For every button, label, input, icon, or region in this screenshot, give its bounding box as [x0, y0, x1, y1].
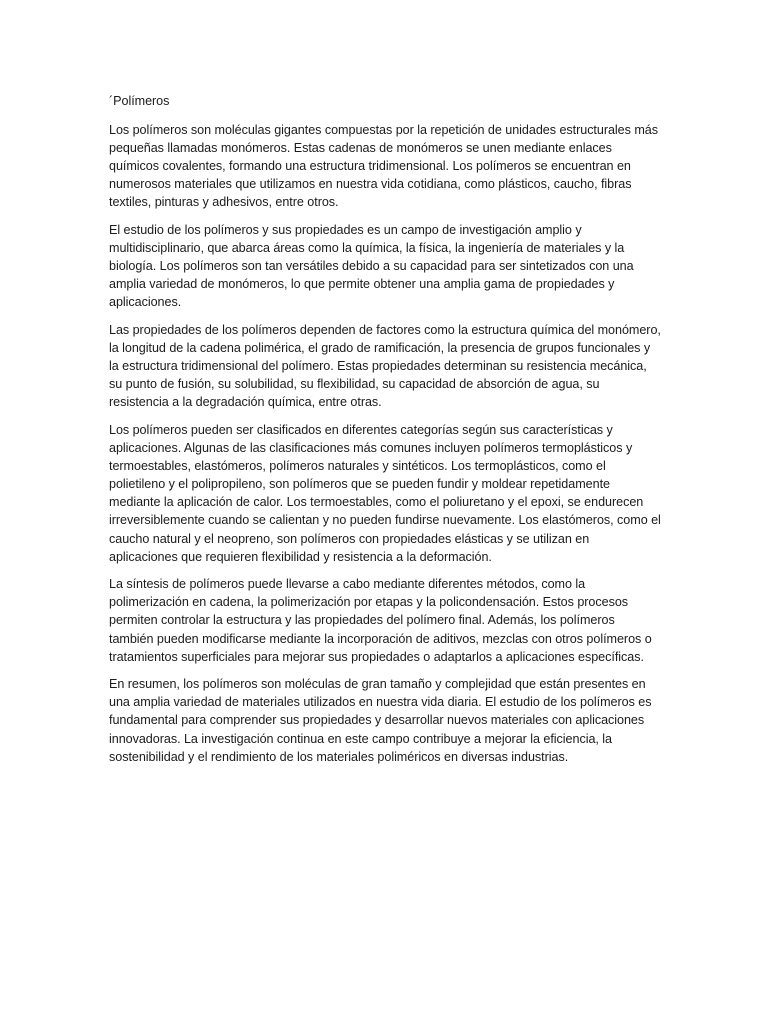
paragraph-2: El estudio de los polímeros y sus propiedades es un campo de investigación amplio y multidisciplinario, que abarca áreas como la química, la física, la ingeniería de materiales y la biología. Los polímeros son tan versátiles debido a su capacidad para ser sintetizados con una amplia variedad de monómeros, lo que permite obtener una amplia gama de propiedades y aplicaciones.: [109, 223, 634, 310]
paragraph-3: Las propiedades de los polímeros dependen de factores como la estructura química del monómero, la longitud de la cadena polimérica, el grado de ramificación, la presencia de grupos funcionales y la estructura tridimensional del polímero. Estas propiedades determinan su resistencia mecánica, su punto de fusión, su solubilidad, su flexibilidad, su capacidad de absorción de agua, su resistencia a la degradación química, entre otras.: [109, 323, 661, 410]
paragraph-6: En resumen, los polímeros son moléculas de gran tamaño y complejidad que están presentes en una amplia variedad de materiales utilizados en nuestra vida diaria. El estudio de los polímeros es fundamental para comprender sus propiedades y desarrollar nuevos materiales con aplicaciones innovadoras. La investigación continua en este campo contribuye a mejorar la eficiencia, la sostenibilidad y el rendimiento de los materiales poliméricos en diversas industrias.: [109, 677, 652, 764]
paragraph-1: Los polímeros son moléculas gigantes compuestas por la repetición de unidades estructurales más pequeñas llamadas monómeros. Estas cadenas de monómeros se unen mediante enlaces químicos covalentes, formando una estructura tridimensional. Los polímeros se encuentran en numerosos materiales que utilizamos en nuestra vida cotidiana, como plásticos, caucho, fibras textiles, pinturas y adhesivos, entre otros.: [109, 123, 658, 210]
document-body: [109, 92, 661, 775]
paragraph-5: La síntesis de polímeros puede llevarse a cabo mediante diferentes métodos, como la polimerización en cadena, la polimerización por etapas y la policondensación. Estos procesos permiten controlar la estructura y las propiedades del polímero final. Además, los polímeros también pueden modificarse mediante la incorporación de aditivos, mezclas con otros polímeros o tratamientos superficiales para mejorar sus propiedades o adaptarlos a aplicaciones específicas.: [109, 577, 652, 664]
paragraph-4: Los polímeros pueden ser clasificados en diferentes categorías según sus características y aplicaciones. Algunas de las clasificaciones más comunes incluyen polímeros termoplásticos y termoestables, elastómeros, polímeros naturales y sintéticos. Los termoplásticos, como el polietileno y el polipropileno, son polímeros que se pueden fundir y moldear repetidamente mediante la aplicación de calor. Los termoestables, como el poliuretano y el epoxi, se endurecen irreversiblemente cuando se calientan y no pueden fundirse nuevamente. Los elastómeros, como el caucho natural y el neopreno, son polímeros con propiedades elásticas y se utilizan en aplicaciones que requieren flexibilidad y resistencia a la deformación.: [109, 423, 661, 564]
document-title: ´Polímeros: [109, 94, 170, 108]
